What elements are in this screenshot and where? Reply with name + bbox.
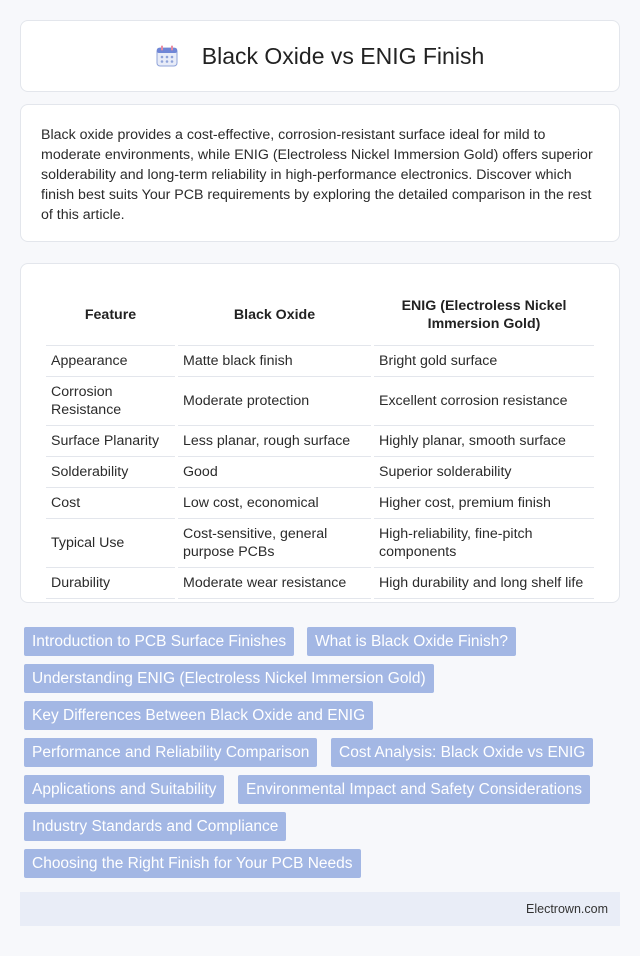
table-cell: Cost-sensitive, general purpose PCBs	[178, 519, 371, 568]
table-cell: Corrosion Resistance	[46, 377, 175, 426]
footer	[20, 892, 620, 926]
table-cell: Bright gold surface	[374, 346, 594, 377]
table-header: Black Oxide	[178, 284, 371, 346]
table-cell: Matte black finish	[178, 346, 371, 377]
table-row	[46, 519, 594, 568]
table-row	[46, 346, 594, 377]
table-row	[46, 377, 594, 426]
table-cell: Superior solderability	[374, 457, 594, 488]
comparison-table-card	[20, 263, 620, 603]
table-header-row	[46, 284, 594, 346]
table-cell: Durability	[46, 568, 175, 599]
comparison-table	[43, 284, 597, 599]
topic-tag[interactable]: Performance and Reliability Comparison	[24, 738, 317, 767]
table-cell: Highly planar, smooth surface	[374, 426, 594, 457]
page-title: Black Oxide vs ENIG Finish	[201, 42, 485, 69]
topic-tag[interactable]: Environmental Impact and Safety Considerations	[238, 775, 590, 804]
topic-tag[interactable]: Introduction to PCB Surface Finishes	[24, 627, 294, 656]
topic-tag[interactable]: Understanding ENIG (Electroless Nickel Immersion Gold)	[24, 664, 434, 693]
table-cell: Solderability	[46, 457, 175, 488]
table-cell: Moderate wear resistance	[178, 568, 371, 599]
table-cell: Typical Use	[46, 519, 175, 568]
table-cell: Excellent corrosion resistance	[374, 377, 594, 426]
topic-tag[interactable]: Cost Analysis: Black Oxide vs ENIG	[331, 738, 593, 767]
table-cell: High-reliability, fine-pitch components	[374, 519, 594, 568]
table-cell: Appearance	[46, 346, 175, 377]
table-cell: Less planar, rough surface	[178, 426, 371, 457]
topic-tag[interactable]: Key Differences Between Black Oxide and ENIG	[24, 701, 373, 730]
table-cell: Cost	[46, 488, 175, 519]
table-row	[46, 568, 594, 599]
calendar-icon	[156, 45, 178, 67]
table-cell: Higher cost, premium finish	[374, 488, 594, 519]
table-header: Feature	[46, 284, 175, 346]
table-header: ENIG (Electroless Nickel Immersion Gold)	[374, 284, 594, 346]
table-cell: Low cost, economical	[178, 488, 371, 519]
intro-card	[20, 104, 620, 242]
table-cell: Moderate protection	[178, 377, 371, 426]
table-row	[46, 488, 594, 519]
footer-site-name[interactable]: Electrown.com	[526, 902, 608, 916]
table-cell: Good	[178, 457, 371, 488]
topic-tag[interactable]: Choosing the Right Finish for Your PCB Needs	[24, 849, 361, 878]
table-row	[46, 457, 594, 488]
topic-tag[interactable]: What is Black Oxide Finish?	[307, 627, 516, 656]
title-card	[20, 20, 620, 92]
table-cell: High durability and long shelf life	[374, 568, 594, 599]
topic-tag[interactable]: Industry Standards and Compliance	[24, 812, 286, 841]
intro-text: Black oxide provides a cost-effective, corrosion-resistant surface ideal for mild to moderate environments, while ENIG (Electroless Nickel Immersion Gold) offers superior solderability and long-term reliability in high-performance electronics. Discover which finish best suits Your PCB requirements by exploring the detailed comparison in the rest of this article.	[41, 127, 593, 223]
topic-tag[interactable]: Applications and Suitability	[24, 775, 224, 804]
table-row	[46, 426, 594, 457]
table-cell: Surface Planarity	[46, 426, 175, 457]
